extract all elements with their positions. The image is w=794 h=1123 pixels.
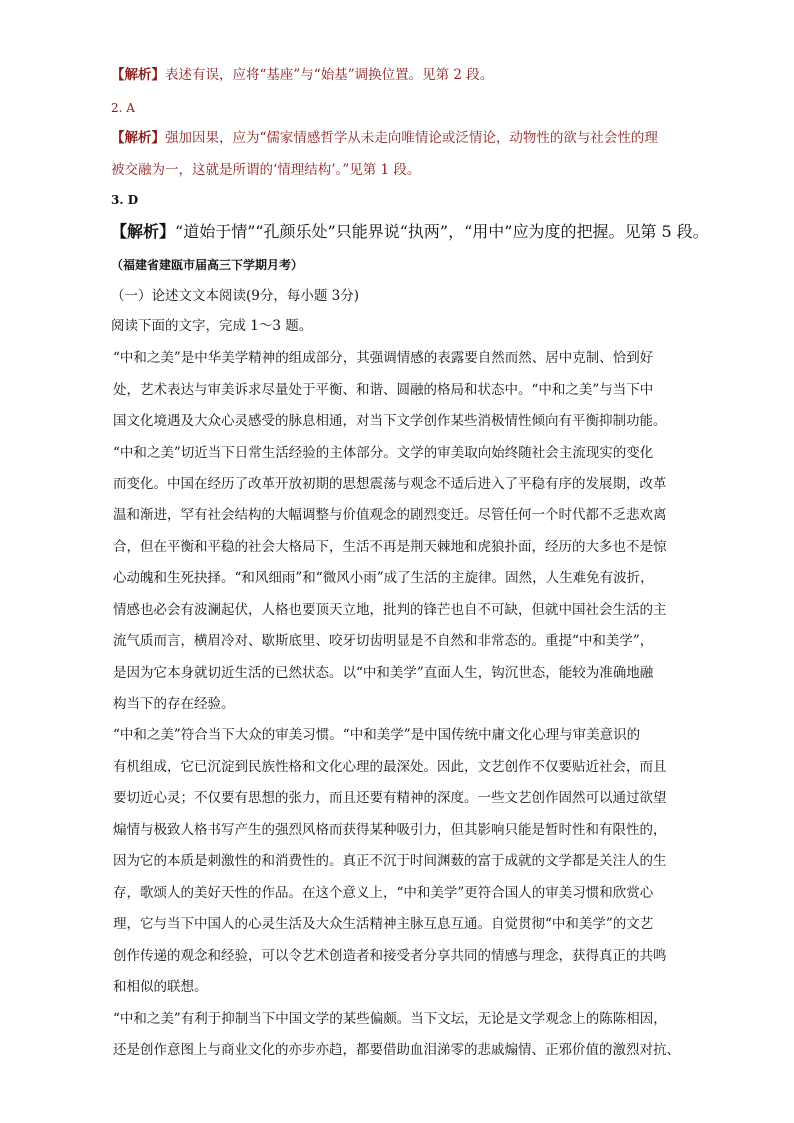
passage-line: 因为它的本质是刺激性的和消费性的。真正不沉于时间渊薮的富于成就的文学都是关注人的生 <box>113 853 667 869</box>
answer-2: 2. A <box>111 101 135 115</box>
passage-line: 情感也必会有波澜起伏，人格也要顶天立地，批判的锋芒也自不可缺，但就中国社会生活的主 <box>113 602 667 618</box>
analysis-2-line-1 <box>111 129 658 147</box>
passage-line: “中和之美”切近当下日常生活经验的主体部分。文学的审美取向始终随社会主流现实的变化 <box>113 445 654 461</box>
analysis-1-text: 表述有误，应将“基座”与“始基”调换位置。见第 2 段。 <box>165 67 494 83</box>
source-note: （福建省建瓯市届高三下学期月考） <box>111 258 304 272</box>
analysis-3 <box>111 221 709 243</box>
analysis-2-text-1: 强加因果，应为“儒家情感哲学从未走向唯情论或泛情论，动物性的欲与社会性的理 <box>165 130 658 146</box>
passage-line: 还是创作意图上与商业文化的亦步亦趋，都要借助血泪涕零的悲戚煽情、正邪价值的激烈对抗、 <box>113 1042 680 1058</box>
passage-line: 理，它与当下中国人的心灵生活及大众生活精神主脉互息互通。自觉贯彻“中和美学”的文艺 <box>113 916 654 932</box>
section-title: （一）论述文文本阅读(9分，每小题 3分) <box>111 288 360 304</box>
passage-line: 流气质而言，横眉冷对、歇斯底里、咬牙切齿明显是不自然和非常态的。重提“中和美学”， <box>113 633 654 649</box>
answer-3: 3. D <box>111 193 139 207</box>
passage-line: 处，艺术表达与审美诉求尽量处于平衡、和谐、圆融的格局和状态中。“中和之美”与当下中 <box>113 382 654 398</box>
analysis-2-tag: 【解析】 <box>111 130 165 146</box>
passage-line: 要切近心灵；不仅要有思想的张力，而且还要有精神的深度。一些文艺创作固然可以通过欲望 <box>113 790 667 806</box>
analysis-1 <box>111 66 493 84</box>
passage-line: “中和之美”有利于抑制当下中国文学的某些偏颇。当下文坛，无论是文学观念上的陈陈相因， <box>113 1011 667 1027</box>
passage-line: “中和之美”是中华美学精神的组成部分，其强调情感的表露要自然而然、居中克制、恰到好 <box>113 350 654 366</box>
passage-line: 温和渐进，罕有社会结构的大幅调整与价值观念的剧烈变迁。尽管任何一个时代都不乏悲欢离 <box>113 507 667 523</box>
passage-line: “中和之美”符合当下大众的审美习惯。“中和美学”是中国传统中庸文化心理与审美意识的 <box>113 727 641 743</box>
passage-line: 有机组成，它已沉淀到民族性格和文化心理的最深处。因此，文艺创作不仅要贴近社会，而且 <box>113 759 667 775</box>
instruction: 阅读下面的文字，完成 1～3 题。 <box>111 318 313 334</box>
passage-line: 心动魄和生死抉择。“和风细雨”和“微风小雨”成了生活的主旋律。固然，人生难免有波折， <box>113 570 654 586</box>
passage-line: 和相似的联想。 <box>113 979 208 995</box>
passage-line: 构当下的存在经验。 <box>113 696 235 712</box>
passage-line: 国文化境遇及大众心灵感受的脉息相通，对当下文学创作某些消极情性倾向有平衡抑制功能。 <box>113 413 667 429</box>
analysis-3-tag: 【解析】 <box>111 222 176 241</box>
analysis-1-tag: 【解析】 <box>111 67 165 83</box>
passage-line: 是因为它本身就切近生活的已然状态。以“中和美学”直面人生，钩沉世态，能较为准确地融 <box>113 665 654 681</box>
passage-line: 煽情与极致人格书写产生的强烈风格而获得某种吸引力，但其影响只能是暂时性和有限性的， <box>113 822 667 838</box>
passage-line: 存，歌颂人的美好天性的作品。在这个意义上，“中和美学”更符合国人的审美习惯和欣赏心 <box>113 885 654 901</box>
passage-line: 合，但在平衡和平稳的社会大格局下，生活不再是荆天棘地和虎狼扑面，经历的大多也不是惊 <box>113 539 667 555</box>
passage-line: 创作传递的观念和经验，可以令艺术创造者和接受者分享共同的情感与理念，获得真正的共鸣 <box>113 948 667 964</box>
passage-line: 而变化。中国在经历了改革开放初期的思想震荡与观念不适后进入了平稳有序的发展期，改革 <box>113 476 667 492</box>
analysis-3-text: “道始于情”“孔颜乐处”只能界说“执两”，“用中”应为度的把握。见第 5 段。 <box>175 222 709 241</box>
analysis-2-line-2: 被交融为一，这就是所谓的‘情理结构’。”见第 1 段。 <box>111 162 421 178</box>
